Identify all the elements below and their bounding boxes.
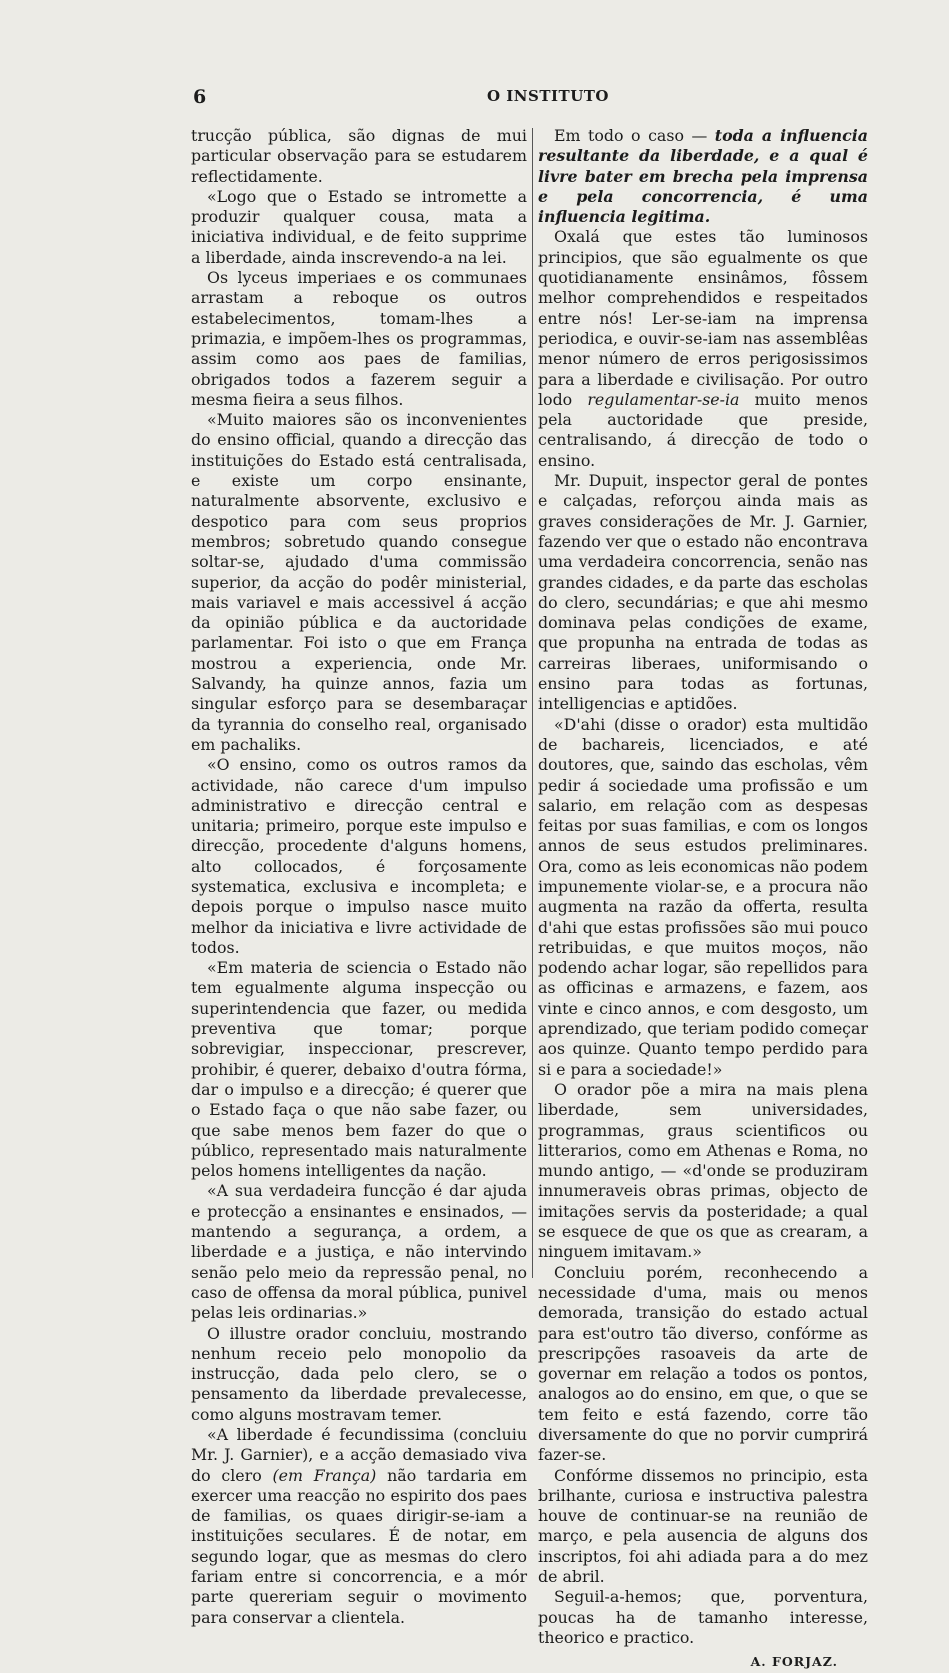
paragraph: Os lyceus imperiaes e os communaes arrastam a reboque os outros estabelecimentos, tomam-lhes a primazia, e impõem-lhes os programmas, assim como aos paes de familias, obrigados todos a fazerem seguir a mesma fieira a seus filhos. bbox=[191, 268, 527, 409]
right-column bbox=[538, 126, 868, 1673]
page-number: 6 bbox=[193, 86, 207, 108]
paragraph: Concluiu porém, reconhecendo a necessidade d'uma, mais ou menos demorada, transição do estado actual para est'outro tão diverso, confórme as prescripções rasoaveis da arte de governar em relação a todos os pontos, analogos ao do ensino, em que, o que se tem feito e está fazendo, corre tão diversamente do que no porvir cumprirá fazer-se. bbox=[538, 1262, 868, 1465]
text-run: muito menos pela auctoridade que preside, centralisando, á direcção de todo o ensino. bbox=[538, 389, 868, 470]
paragraph: trucção pública, são dignas de mui particular observação para se estudarem reflectidamente. bbox=[191, 126, 527, 186]
paragraph: «Logo que o Estado se intromette a produzir qualquer cousa, mata a iniciativa individual, e de feito supprime a liberdade, ainda inscrevendo-a na lei. bbox=[191, 186, 527, 267]
paragraph: «O ensino, como os outros ramos da actividade, não carece d'um impulso administrativo e direcção central e unitaria; primeiro, porque este impulso e direcção, procedente d'alguns homens, alto collocados, é forçosamente systematica, exclusiva e incompleta; e depois porque o impulso nasce muito melhor da iniciativa e livre actividade de todos. bbox=[191, 755, 527, 957]
column-divider bbox=[532, 128, 533, 1278]
text-run: «A liberdade é fecundissima (concluiu Mr. J. Garnier), e a acção demasiado viva do clero bbox=[191, 1425, 527, 1485]
paragraph: O illustre orador concluiu, mostrando nenhum receio pelo monopolio da instrucção, dada pelo clero, se o pensamento da liberdade prevalecesse, como alguns mostravam temer. bbox=[191, 1323, 527, 1424]
paragraph bbox=[538, 126, 868, 227]
paragraph: «Muito maiores são os inconvenientes do ensino official, quando a direcção das instituições do Estado está centralisada, e existe um corpo ensinante, naturalmente absorvente, exclusivo e despotico para com seus proprios membros; sobretudo quando consegue soltar-se, ajudado d'uma commissão superior, da acção do podêr ministerial, mais variavel e mais accessivel á acção da opinião pública e da auctoridade parlamentar. Foi isto o que em França mostrou a experiencia, onde Mr. Salvandy, ha quinze annos, fazia um singular esforço para se desembaraçar da tyrannia do conselho real, organisado em pachaliks. bbox=[191, 410, 527, 754]
paragraph: Seguil-a-hemos; que, porventura, poucas ha de tamanho interesse, theorico e practico. bbox=[538, 1587, 868, 1647]
paragraph bbox=[538, 227, 868, 471]
paragraph bbox=[191, 1425, 527, 1628]
paragraph: Mr. Dupuit, inspector geral de pontes e calçadas, reforçou ainda mais as graves considerações de Mr. J. Garnier, fazendo ver que o estado não encontrava uma verdadeira concorrencia, senão nas grandes cidades, e da parte das escholas do clero, secundárias; e que ahi mesmo dominava pelas condições de exame, que propunha na entrada de todas as carreiras liberaes, uniformisando o ensino para todas as fortunas, intelligencias e aptidões. bbox=[538, 471, 868, 714]
left-column bbox=[191, 126, 527, 1628]
journal-title: O INSTITUTO bbox=[487, 87, 609, 105]
emphasis-text: (em França) bbox=[272, 1465, 377, 1485]
text-run: Oxalá que estes tão luminosos principios, que são egualmente os que quotidianamente ensinâmos, fôssem melhor comprehendidos e respeitados entre nós! Ler-se-iam na imprensa periodica, e ouvir-se-iam nas assemblêas menor número de erros perigosissimos para a liberdade e civilisação. Por outro lodo bbox=[538, 227, 868, 409]
text-run: não tardaria em exercer uma reacção no espirito dos paes de familias, os quaes dirigir-se-iam a instituições seculares. É de notar, em segundo logar, que as mesmas do clero fariam entre si concorrencia, e a mór parte quereriam seguir o movimento para conservar a clientela. bbox=[191, 1465, 527, 1627]
author-signature: A. FORJAZ. bbox=[750, 1654, 838, 1670]
paragraph: O orador põe a mira na mais plena liberdade, sem universidades, programmas, graus scientificos ou litterarios, como em Athenas e Roma, no mundo antigo, — «d'onde se produziram innumeraveis obras primas, objecto de imitações servis da posteridade; a qual se esquece de que os que as crearam, a ninguem imitavam.» bbox=[538, 1079, 868, 1262]
paragraph: «Em materia de sciencia o Estado não tem egualmente alguma inspecção ou superintendencia que fazer, ou medida preventiva que tomar; porque sobrevigiar, inspeccionar, prescrever, prohibir, é querer, debaixo d'outra fórma, dar o impulso e a direcção; é querer que o Estado faça o que não sabe fazer, ou que sabe menos bem fazer do que o público, representado mais naturalmente pelos homens intelligentes da nação. bbox=[191, 958, 527, 1181]
paragraph: Confórme dissemos no principio, esta brilhante, curiosa e instructiva palestra houve de continuar-se na reunião de março, e pela ausencia de alguns dos inscriptos, foi ahi adiada para a do mez de abril. bbox=[538, 1465, 868, 1587]
paragraph: «D'ahi (disse o orador) esta multidão de bachareis, licenciados, e até doutores, que, saindo das escholas, vêm pedir á sociedade uma profissão e um salario, em relação com as despesas feitas por suas familias, e com os longos annos de seus estudos preliminares. Ora, como as leis economicas não podem impunemente violar-se, e a procura não augmenta na razão da offerta, resulta d'ahi que estas profissões são mui pouco retribuidas, e que muitos moços, não podendo achar logar, são repellidos para as officinas e armazens, e fazem, aos vinte e cinco annos, e com desgosto, um aprendizado, que teriam podido começar aos quinze. Quanto tempo perdido para si e para a sociedade!» bbox=[538, 714, 868, 1079]
paragraph: «A sua verdadeira funcção é dar ajuda e protecção a ensinantes e ensinados, — mantendo a segurança, a ordem, a liberdade e a justiça, e não intervindo senão pelo meio da repressão penal, no caso de offensa da moral pública, punivel pelas leis ordinarias.» bbox=[191, 1181, 527, 1323]
emphasis-text: regulamentar-se-ia bbox=[587, 389, 740, 409]
emphasis-text: toda a influencia resultante da liberdade, e a qual é livre bater em brecha pela imprensa e pela concorrencia, é uma influencia legitima. bbox=[538, 126, 868, 227]
text-run: Em todo o caso — bbox=[554, 126, 715, 145]
